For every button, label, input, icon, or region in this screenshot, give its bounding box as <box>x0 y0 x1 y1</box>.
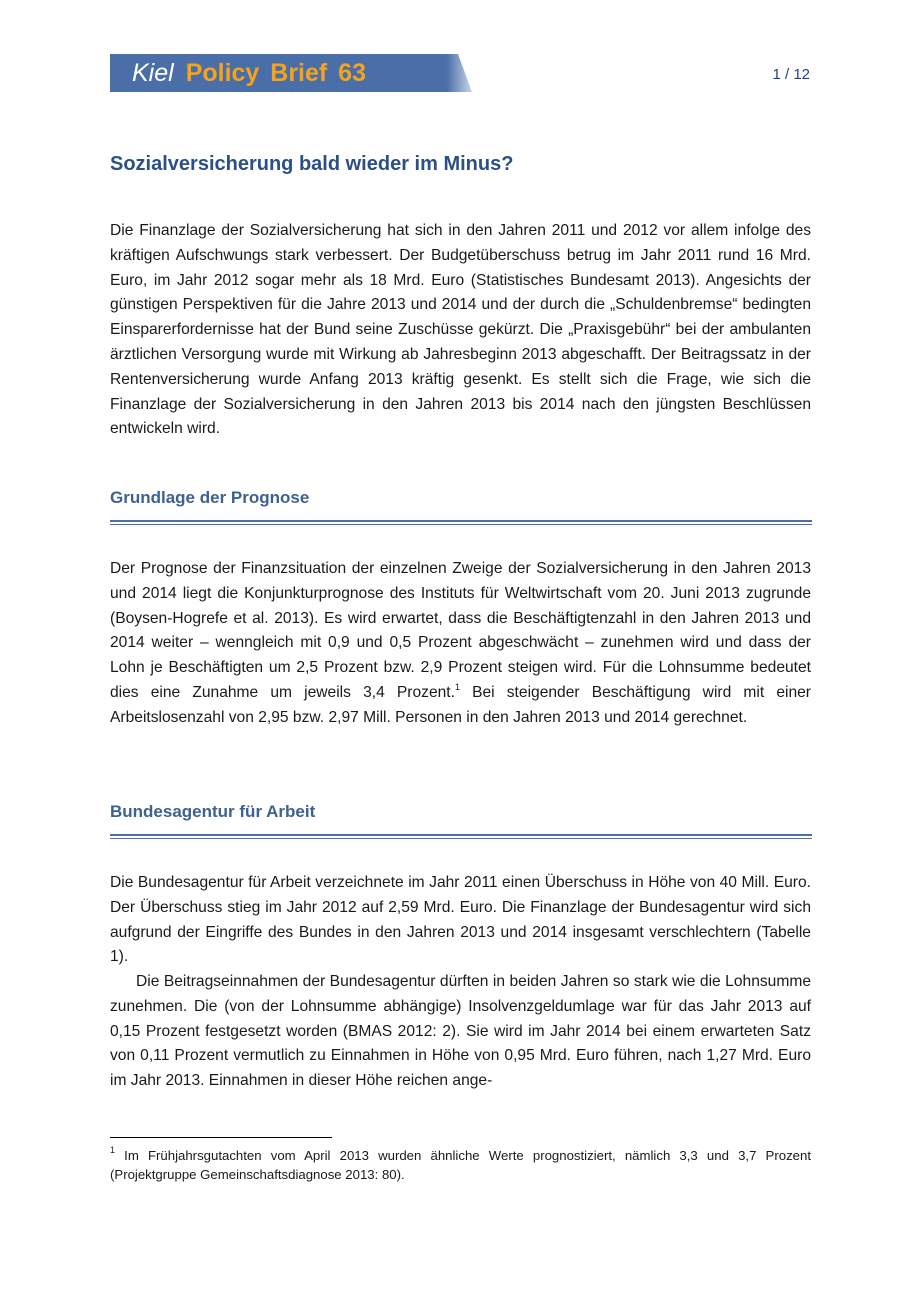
page-title: Sozialversicherung bald wieder im Minus? <box>110 153 514 175</box>
paragraph-text: Der Prognose der Finanzsituation der einzelnen Zweige der Sozialversicherung in den Jahren 2013 und 2014 liegt die Konjunkturprognose des Instituts für Weltwirtschaft vom 20. Juni 2013 zugrunde (Boysen-Hogrefe et al. 2013). Es wird erwartet, dass die Beschäftigtenzahl in den Jahren 2013 und 2014 weiter – wenngleich mit 0,9 und 0,5 Prozent abgeschwächt – zunehmen wird und dass der Lohn je Beschäftigten um 2,5 Prozent bzw. 2,9 Prozent steigen wird. Für die Lohnsumme bedeutet dies eine Zunahme um jeweils 3,4 Prozent. <box>110 560 811 701</box>
footnote-divider <box>110 1137 332 1138</box>
paragraph-prognose <box>110 557 811 731</box>
intro-paragraph: Die Finanzlage der Sozialversicherung hat sich in den Jahren 2011 und 2012 vor allem infolge des kräftigen Aufschwungs stark verbessert. Der Budgetüberschuss betrug im Jahr 2011 rund 16 Mrd. Euro, im Jahr 2012 sogar mehr als 18 Mrd. Euro (Statistisches Bundesamt 2013). Angesichts der günstigen Perspektiven für die Jahre 2013 und 2014 und der durch die „Schuldenbremse“ bedingten Einsparerfordernisse hat der Bund seine Zuschüsse gekürzt. Die „Praxisgebühr“ bei der ambulanten ärztlichen Versorgung wurde mit Wirkung ab Jahresbeginn 2013 abgeschafft. Der Beitragssatz in der Rentenversicherung wurde Anfang 2013 kräftig gesenkt. Es stellt sich die Frage, wie sich die Finanzlage der Sozialversicherung in den Jahren 2013 bis 2014 nach den jüngsten Beschlüssen entwickeln wird. <box>110 222 811 438</box>
paragraph-text-continued: Bei steigender Beschäftigung wird mit einer Arbeitslosenzahl von 2,95 bzw. 2,97 Mill. Personen in den Jahren 2013 und 2014 gerechnet. <box>110 683 811 726</box>
section-heading-grundlage: Grundlage der Prognose <box>110 488 310 507</box>
footnote-marker: 1 <box>110 1145 116 1155</box>
brand-kiel: Kiel <box>132 59 174 87</box>
page-indicator: 1 / 12 <box>772 66 810 83</box>
footnote <box>110 1146 811 1184</box>
series-title: Policy Brief 63 <box>185 59 366 87</box>
footnote-text: Im Frühjahrsgutachten vom April 2013 wurden ähnliche Werte prognostiziert, nämlich 3,3 und 3,7 Prozent (Projektgruppe Gemeinschaftsdiagnose 2013: 80). <box>110 1148 811 1182</box>
banner-text <box>132 58 366 88</box>
section-divider <box>110 520 812 525</box>
section-divider <box>110 834 812 839</box>
kiel-policy-brief-banner <box>110 54 472 92</box>
paragraph-bundesagentur-2: Die Beitragseinnahmen der Bundesagentur dürften in beiden Jahren so stark wie die Lohnsumme zunehmen. Die (von der Lohnsumme abhängige) Insolvenzgeldumlage war für das Jahr 2013 auf 0,15 Prozent festgesetzt worden (BMAS 2012: 2). Sie wird im Jahr 2014 bei einem erwarteten Satz von 0,11 Prozent vermutlich zu Einnahmen in Höhe von 0,95 Mrd. Euro führen, nach 1,27 Mrd. Euro im Jahr 2013. Einnahmen in dieser Höhe reichen ange- <box>110 973 811 1090</box>
footnote-reference[interactable]: 1 <box>454 681 460 692</box>
paragraph-bundesagentur-1: Die Bundesagentur für Arbeit verzeichnete im Jahr 2011 einen Überschuss in Höhe von 40 Mill. Euro. Der Überschuss stieg im Jahr 2012 auf 2,59 Mrd. Euro. Die Finanzlage der Bundesagentur wird sich aufgrund der Eingriffe des Bundes in den Jahren 2013 und 2014 insgesamt verschlechtern (Tabelle 1). <box>110 874 811 966</box>
section-heading-bundesagentur: Bundesagentur für Arbeit <box>110 802 316 821</box>
